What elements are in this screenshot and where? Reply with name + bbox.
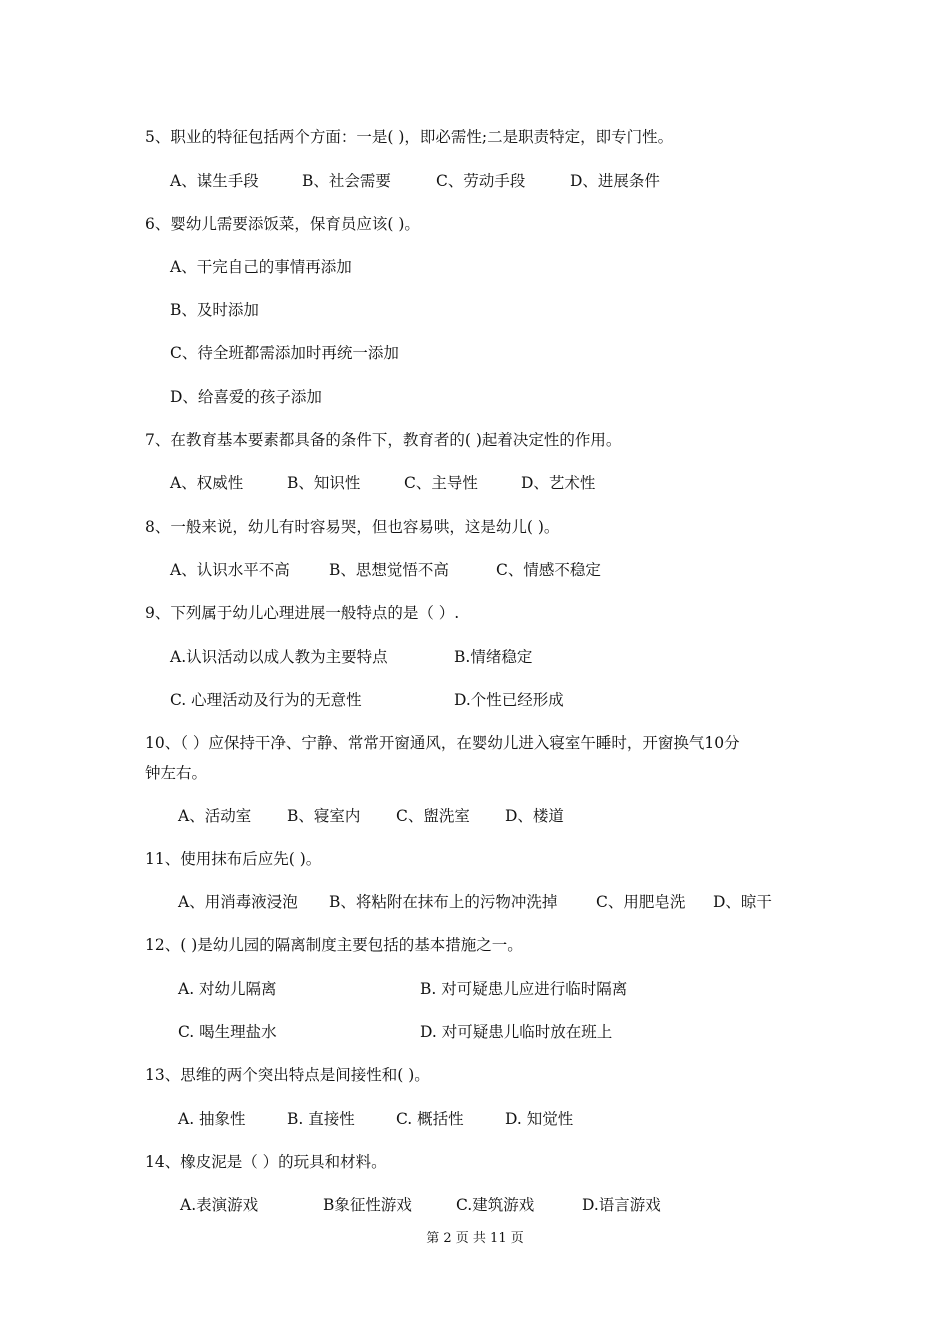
question-11-stem: 11、使用抹布后应先( )。 — [145, 850, 322, 868]
question-6-option-c: C、待全班都需添加时再统一添加 — [170, 344, 399, 362]
question-12-option-a: A. 对幼儿隔离 — [178, 980, 277, 998]
question-12-option-b: B. 对可疑患儿应进行临时隔离 — [420, 980, 628, 998]
question-10-option-a: A、活动室 — [178, 807, 252, 825]
question-10-option-b: B、寝室内 — [287, 807, 361, 825]
question-11-option-a: A、用消毒液浸泡 — [178, 893, 298, 911]
question-5-stem: 5、职业的特征包括两个方面：一是( )，即必需性;二是职责特定，即专门性。 — [145, 128, 674, 146]
question-7-stem: 7、在教育基本要素都具备的条件下，教育者的( )起着决定性的作用。 — [145, 431, 622, 449]
question-6-option-a: A、干完自己的事情再添加 — [170, 258, 352, 276]
question-5-option-b: B、社会需要 — [302, 172, 391, 190]
question-11-option-b: B、将粘附在抹布上的污物冲洗掉 — [329, 893, 558, 911]
question-11-option-c: C、用肥皂洗 — [596, 893, 686, 911]
question-13-option-c: C. 概括性 — [396, 1110, 464, 1128]
question-14-option-d: D.语言游戏 — [582, 1196, 661, 1214]
question-6-stem: 6、婴幼儿需要添饭菜，保育员应该( )。 — [145, 215, 420, 233]
question-9-option-b: B.情绪稳定 — [454, 648, 533, 666]
question-11-option-d: D、晾干 — [713, 893, 772, 911]
question-9-option-c: C. 心理活动及行为的无意性 — [170, 691, 362, 709]
question-13-stem: 13、思维的两个突出特点是间接性和( )。 — [145, 1066, 430, 1084]
question-13-option-d: D. 知觉性 — [505, 1110, 574, 1128]
question-10-option-d: D、楼道 — [505, 807, 564, 825]
question-12-option-d: D. 对可疑患儿临时放在班上 — [420, 1023, 613, 1041]
question-13-option-a: A. 抽象性 — [178, 1110, 246, 1128]
question-9-option-a: A.认识活动以成人教为主要特点 — [170, 648, 388, 666]
question-9-stem: 9、下列属于幼儿心理进展一般特点的是（ ）. — [145, 604, 460, 622]
question-7-option-d: D、艺术性 — [521, 474, 596, 492]
question-6-option-b: B、及时添加 — [170, 301, 259, 319]
question-10-stem-line2: 钟左右。 — [145, 764, 208, 782]
question-8-stem: 8、一般来说，幼儿有时容易哭，但也容易哄，这是幼儿( )。 — [145, 518, 560, 536]
question-12-option-c: C. 喝生理盐水 — [178, 1023, 277, 1041]
question-7-option-c: C、主导性 — [404, 474, 478, 492]
question-12-stem: 12、( )是幼儿园的隔离制度主要包括的基本措施之一。 — [145, 936, 523, 954]
question-8-option-b: B、思想觉悟不高 — [329, 561, 449, 579]
question-14-option-a: A.表演游戏 — [180, 1196, 259, 1214]
question-14-option-c: C.建筑游戏 — [456, 1196, 535, 1214]
question-7-option-a: A、权威性 — [170, 474, 244, 492]
question-5-option-a: A、谋生手段 — [170, 172, 259, 190]
question-10-stem-line1: 10、（ ）应保持干净、宁静、常常开窗通风，在婴幼儿进入寝室午睡时，开窗换气10分 — [145, 734, 740, 752]
question-13-option-b: B. 直接性 — [287, 1110, 355, 1128]
question-9-option-d: D.个性已经形成 — [454, 691, 564, 709]
question-8-option-a: A、认识水平不高 — [170, 561, 290, 579]
question-14-stem: 14、橡皮泥是（ ）的玩具和材料。 — [145, 1153, 387, 1171]
question-14-option-b: B象征性游戏 — [323, 1196, 412, 1214]
question-8-option-c: C、情感不稳定 — [496, 561, 601, 579]
question-10-option-c: C、盥洗室 — [396, 807, 470, 825]
question-6-option-d: D、给喜爱的孩子添加 — [170, 388, 322, 406]
question-7-option-b: B、知识性 — [287, 474, 361, 492]
question-5-option-c: C、劳动手段 — [436, 172, 526, 190]
question-5-option-d: D、进展条件 — [570, 172, 660, 190]
page-footer: 第 2 页 共 11 页 — [426, 1231, 524, 1246]
